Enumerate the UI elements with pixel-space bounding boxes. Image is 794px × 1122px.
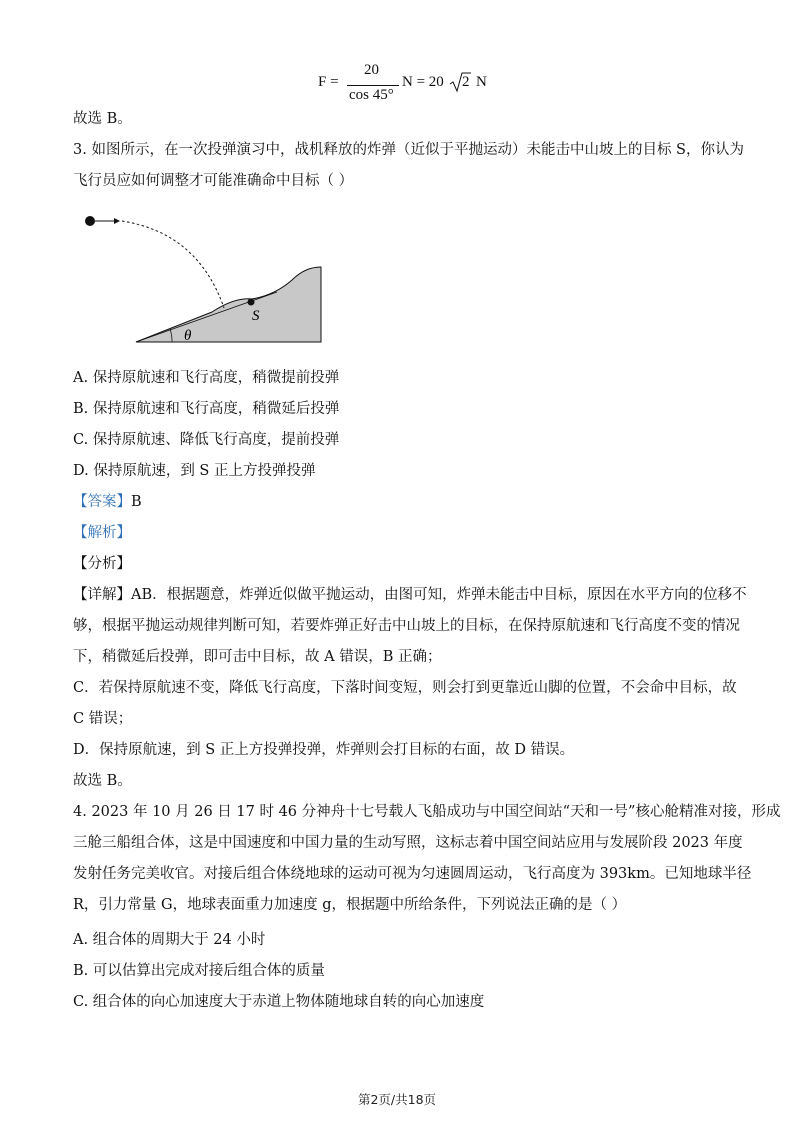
target-label: S: [252, 308, 260, 324]
projectile-hill-figure: [80, 205, 340, 355]
fraction-bar: [347, 85, 399, 86]
analysis-tag: 【解析】: [73, 525, 131, 541]
bomb-dot: [85, 216, 95, 226]
q4-stem-line-1: 4. 2023 年 10 月 26 日 17 时 46 分神舟十七号载人飞船成功与中国空间站“天和一号”核心舱精准对接，形成: [73, 804, 781, 820]
formula-lhs: F =: [318, 74, 339, 90]
formula-rhs: N = 20: [402, 74, 444, 90]
formula-end-unit: N: [476, 74, 487, 90]
q4-option-a: A. 组合体的周期大于 24 小时: [73, 932, 266, 948]
q3-option-d: D. 保持原航速，到 S 正上方投弹投弹: [73, 463, 316, 479]
detail-line-5: C 错误；: [73, 711, 133, 727]
q3-option-b: B. 保持原航速和飞行高度，稍微延后投弹: [73, 401, 340, 417]
q4-stem-line-3: 发射任务完美收官。对接后组合体绕地球的运动可视为匀速圆周运动，飞行高度为 393km。已知地球半径: [73, 866, 752, 882]
prev-conclusion: 故选 B。: [73, 111, 132, 127]
q4-option-b: B. 可以估算出完成对接后组合体的质量: [73, 963, 325, 979]
answer-value: B: [131, 494, 142, 510]
detail-line-4: C．若保持原航速不变，降低飞行高度，下落时间变短，则会打到更靠近山脚的位置，不会命中目标，故: [73, 680, 737, 696]
trajectory-path: [122, 221, 224, 308]
q3-stem-line-1: 3. 如图所示，在一次投弹演习中，战机释放的炸弹（近似于平抛运动）未能击中山坡上的目标 S，你认为: [73, 142, 744, 158]
detail-line-1: [73, 585, 747, 605]
page-footer: 第2页/共18页: [357, 1092, 437, 1107]
angle-label: θ: [184, 328, 192, 344]
q3-stem-line-2: 飞行员应如何调整才可能准确命中目标（ ）: [73, 173, 354, 189]
detail-text-1: AB．根据题意，炸弹近似做平抛运动，由图可知，炸弹未能击中目标，原因在水平方向的位移不: [131, 587, 747, 603]
detail-line-3: 下，稍微延后投弹，即可击中目标，故 A 错误，B 正确；: [73, 649, 442, 665]
formula-denominator: cos 45°: [349, 87, 394, 103]
detail-line-2: 够，根据平抛运动规律判断可知，若要炸弹正好击中山坡上的目标，在保持原航速和飞行高度不变的情况: [73, 618, 740, 634]
q4-stem-line-2: 三舱三船组合体，这是中国速度和中国力量的生动写照，这标志着中国空间站应用与发展阶段 2023 年度: [73, 835, 743, 851]
formula-numerator: 20: [364, 62, 379, 78]
answer-tag: 【答案】: [73, 494, 131, 510]
q3-option-a: A. 保持原航速和飞行高度，稍微提前投弹: [73, 370, 340, 386]
q4-option-c: C. 组合体的向心加速度大于赤道上物体随地球自转的向心加速度: [73, 994, 485, 1010]
hill-shape: [136, 267, 321, 342]
target-dot: [248, 299, 255, 306]
detail-line-6: D．保持原航速，到 S 正上方投弹投弹，炸弹则会打目标的右面，故 D 错误。: [73, 742, 575, 758]
q4-stem-line-4: R，引力常量 G，地球表面重力加速度 g，根据题中所给条件，下列说法正确的是（ ）: [73, 897, 627, 913]
force-formula: [318, 58, 518, 108]
answer-line: [73, 492, 142, 512]
formula-sqrt-arg: 2: [462, 74, 470, 90]
q3-option-c: C. 保持原航速、降低飞行高度，提前投弹: [73, 432, 340, 448]
q3-conclusion: 故选 B。: [73, 773, 132, 789]
fenxi-tag: 【分析】: [73, 556, 131, 572]
detail-tag: 【详解】: [73, 587, 131, 603]
